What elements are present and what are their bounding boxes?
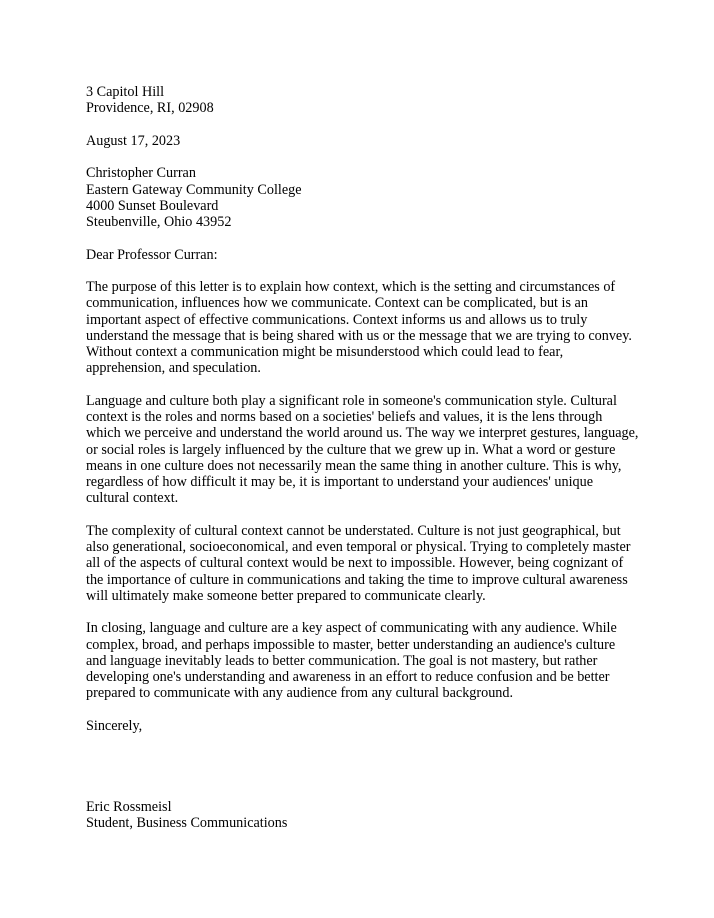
- body-paragraph: [86, 523, 646, 604]
- paragraph-line: the importance of culture in communications and taking the time to improve cultural awareness: [86, 571, 628, 588]
- body-paragraph: [86, 393, 646, 507]
- paragraph-line: The purpose of this letter is to explain how context, which is the setting and circumstances of: [86, 279, 616, 295]
- signature-block: [86, 799, 646, 832]
- recipient-address: [86, 165, 646, 230]
- letter-page: [86, 84, 646, 832]
- paragraph-line: or social roles is largely influenced by the culture that we grew up in. What a word or gesture: [86, 441, 616, 458]
- paragraph-line: also generational, socioeconomical, and even temporal or physical. Trying to completely master: [86, 539, 631, 555]
- recipient-institution: Eastern Gateway Community College: [86, 181, 302, 198]
- sender-address-line: Providence, RI, 02908: [86, 100, 214, 117]
- paragraph-line: The complexity of cultural context cannot be understated. Culture is not just geographical, but: [86, 522, 621, 539]
- paragraph-line: regardless of how difficult it may be, it is important to understand your audiences' unique: [86, 474, 594, 490]
- paragraph-line: understand the message that is being shared with us or the message that we are trying to convey.: [86, 327, 632, 344]
- sender-address: [86, 84, 646, 117]
- paragraph-line: all of the aspects of cultural context would be next to impossible. However, being cognizant of: [86, 555, 624, 572]
- paragraph-line: and language inevitably leads to better communication. The goal is not mastery, but rather: [86, 652, 598, 669]
- paragraph-line: cultural context.: [86, 490, 179, 507]
- paragraph-line: important aspect of effective communications. Context informs us and allows us to truly: [86, 311, 588, 328]
- letter-date: August 17, 2023: [86, 132, 181, 149]
- paragraph-line: will ultimately make someone better prepared to communicate clearly.: [86, 587, 486, 604]
- signature-title: Student, Business Communications: [86, 815, 288, 832]
- body-paragraph: [86, 620, 646, 701]
- sender-address-line: 3 Capitol Hill: [86, 84, 165, 100]
- paragraph-line: means in one culture does not necessarily mean the same thing in another culture. This is why,: [86, 457, 622, 474]
- paragraph-line: context is the roles and norms based on a societies' beliefs and values, it is the lens through: [86, 409, 603, 425]
- paragraph-line: Language and culture both play a significant role in someone's communication style. Cultural: [86, 392, 617, 409]
- paragraph-line: complex, broad, and perhaps impossible to master, better understanding an audience's culture: [86, 636, 616, 653]
- recipient-city: Steubenville, Ohio 43952: [86, 214, 232, 230]
- salutation: Dear Professor Curran:: [86, 246, 218, 263]
- signature-name: Eric Rossmeisl: [86, 799, 172, 815]
- paragraph-line: Without context a communication might be misunderstood which could lead to fear,: [86, 344, 564, 360]
- recipient-street: 4000 Sunset Boulevard: [86, 197, 219, 214]
- paragraph-line: communication, influences how we communicate. Context can be complicated, but is an: [86, 295, 588, 312]
- paragraph-line: which we perceive and understand the world around us. The way we interpret gestures, language,: [86, 425, 639, 442]
- paragraph-line: prepared to communicate with any audience from any cultural background.: [86, 685, 514, 702]
- body-paragraph: [86, 279, 646, 377]
- paragraph-line: In closing, language and culture are a key aspect of communicating with any audience. While: [86, 620, 617, 637]
- recipient-name: Christopher Curran: [86, 165, 196, 182]
- closing: Sincerely,: [86, 717, 143, 734]
- paragraph-line: developing one's understanding and awareness in an effort to reduce confusion and be better: [86, 669, 610, 685]
- paragraph-line: apprehension, and speculation.: [86, 360, 261, 377]
